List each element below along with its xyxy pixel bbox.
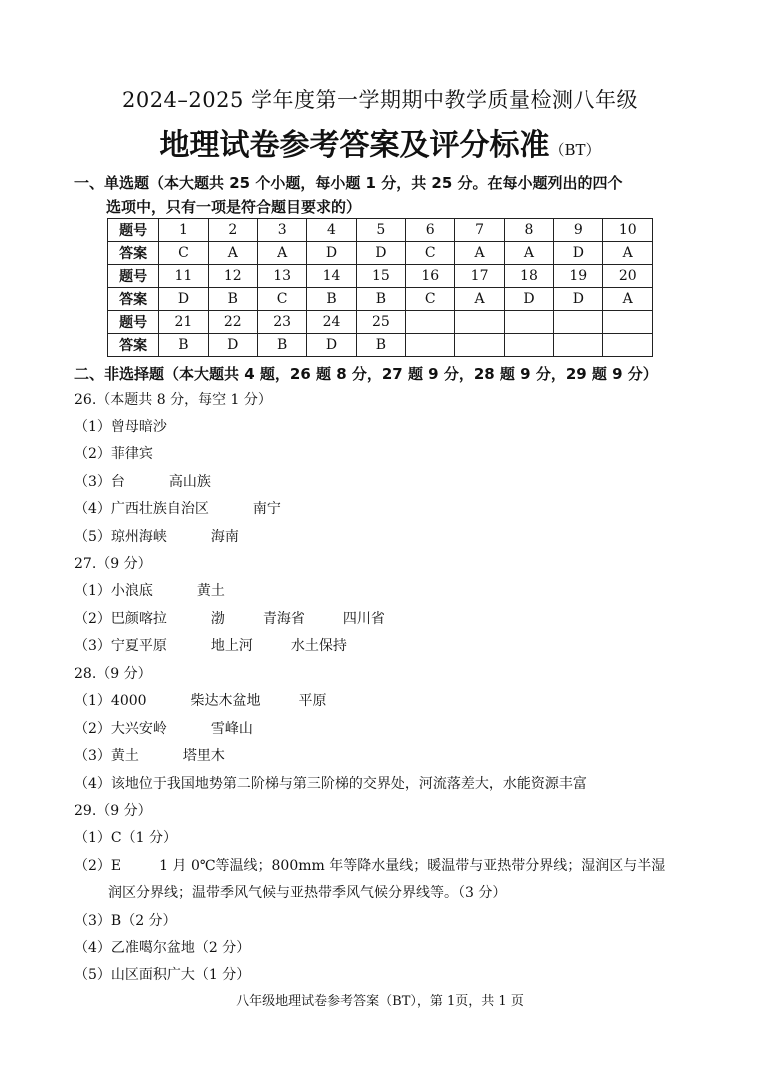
row-header-cell: 答案 [108,242,159,265]
answer-text: 润区分界线；温带季风气候与亚热带季风气候分界线等。（3 分） [108,885,507,901]
answer-line [74,827,177,847]
answer-line [74,910,177,930]
table-cell [554,334,603,357]
doc-title-main: 地理试卷参考答案及评分标准 [159,128,550,163]
table-cell: A [603,242,653,265]
answer-line [74,608,385,628]
table-cell [455,311,504,334]
answer-line [74,663,152,683]
table-cell: 19 [554,265,603,288]
table-cell: C [257,288,306,311]
table-cell: 6 [406,219,455,242]
answer-text: （5）山区面积广大（1 分） [74,967,251,983]
answer-line [74,416,167,436]
table-row [108,311,653,334]
answer-text: 四川省 [342,611,385,627]
answer-line [74,964,250,984]
answer-line [74,389,272,409]
answer-text: （4）广西壮族自治区 [74,501,209,517]
table-row [108,334,653,357]
table-row [108,265,653,288]
table-cell: 20 [603,265,653,288]
answer-text: （3）宁夏平原 [74,638,167,654]
table-cell: B [356,334,405,357]
doc-title-suffix: （BT） [549,141,601,159]
doc-title-line1: 2024–2025 学年度第一学期期中教学质量检测八年级 [121,88,639,112]
table-cell: 21 [159,311,208,334]
answer-text: （4）该地位于我国地势第二阶梯与第三阶梯的交界处，河流落差大，水能资源丰富 [74,776,587,792]
table-cell [455,334,504,357]
answer-text: （2）菲律宾 [74,446,153,462]
answer-line [74,718,253,738]
answer-text: 高山族 [168,474,211,490]
table-cell: 18 [504,265,553,288]
table-cell [603,334,653,357]
answer-text: 渤 [210,611,225,627]
answer-text: 1 月 0℃等温线；800mm 年等降水量线；暖温带与亚热带分界线；湿润区与半湿 [159,858,666,874]
answer-text: 28.（9 分） [74,666,152,682]
answer-line [74,498,281,518]
table-cell: 7 [455,219,504,242]
section1-heading: 一、单选题（本大题共 25 个小题，每小题 1 分，共 25 分。在每小题列出的四个 [74,174,623,192]
doc-title-line2 [0,120,760,164]
table-cell: D [554,242,603,265]
answer-line [74,580,225,600]
table-cell: 9 [554,219,603,242]
table-cell: B [307,288,356,311]
answer-text: （1）小浪底 [74,583,153,599]
answer-line [74,745,225,765]
table-cell: 8 [504,219,553,242]
table-cell: D [356,242,405,265]
table-cell: 3 [257,219,306,242]
answer-line [74,773,587,793]
table-cell: 13 [257,265,306,288]
answer-line [74,690,327,710]
row-header-cell: 题号 [108,311,159,334]
table-cell: 1 [159,219,208,242]
answer-line [74,855,665,875]
answer-line [74,635,347,655]
answer-line [74,800,152,820]
answer-text: （1）C（1 分） [74,830,177,846]
table-cell: 11 [159,265,208,288]
table-cell [406,311,455,334]
answer-text: （1）曾母暗沙 [74,419,167,435]
table-cell [554,311,603,334]
table-cell: 2 [208,219,257,242]
section2-heading: 二、非选择题（本大题共 4 题，26 题 8 分，27 题 9 分，28 题 9 分，29 题 9 分） [74,365,658,383]
table-cell: B [208,288,257,311]
answer-text: 海南 [210,529,239,545]
answer-text: 雪峰山 [210,721,253,737]
answer-text: （3）B（2 分） [74,913,177,929]
table-row [108,242,653,265]
table-cell: B [257,334,306,357]
answer-text: 地上河 [210,638,253,654]
answer-line [74,443,153,463]
table-cell [603,311,653,334]
table-cell: 15 [356,265,405,288]
table-cell: D [307,242,356,265]
table-cell: C [406,288,455,311]
answer-text: （3）黄土 [74,748,139,764]
section1-heading-cont: 选项中，只有一项是符合题目要求的） [106,198,362,216]
table-cell [504,334,553,357]
table-cell: 23 [257,311,306,334]
answer-text: 平原 [298,693,327,709]
answer-line [74,471,211,491]
answer-text: （1）4000 [74,693,147,709]
answer-line [108,882,506,902]
table-cell: 22 [208,311,257,334]
answer-text: 27.（9 分） [74,556,152,572]
table-cell: B [159,334,208,357]
table-cell: 4 [307,219,356,242]
page-footer: 八年级地理试卷参考答案（BT），第 1页，共 1 页 [236,994,524,1009]
table-cell: C [159,242,208,265]
table-row [108,219,653,242]
table-cell: A [603,288,653,311]
row-header-cell: 答案 [108,334,159,357]
table-cell: 24 [307,311,356,334]
table-cell: A [504,242,553,265]
answer-text: （4）乙准噶尔盆地（2 分） [74,940,251,956]
answer-text: （2）巴颜喀拉 [74,611,167,627]
table-cell [406,334,455,357]
table-cell: D [159,288,208,311]
table-cell: D [208,334,257,357]
answer-line [74,526,239,546]
table-cell: D [554,288,603,311]
answer-line [74,553,152,573]
answer-text: 水土保持 [290,638,347,654]
answer-text: （5）琼州海峡 [74,529,167,545]
answer-text: 柴达木盆地 [190,693,261,709]
answer-text: 塔里木 [182,748,225,764]
table-cell: 25 [356,311,405,334]
table-cell: A [208,242,257,265]
table-cell: D [307,334,356,357]
table-cell: 16 [406,265,455,288]
table-cell: D [504,288,553,311]
table-cell: A [257,242,306,265]
answer-text: 29.（9 分） [74,803,152,819]
table-cell: C [406,242,455,265]
table-cell: 12 [208,265,257,288]
table-cell [504,311,553,334]
table-row [108,288,653,311]
table-cell: 10 [603,219,653,242]
table-cell: 17 [455,265,504,288]
answer-text: 南宁 [252,501,281,517]
answer-table [107,218,653,357]
row-header-cell: 题号 [108,265,159,288]
row-header-cell: 答案 [108,288,159,311]
answer-text: 青海省 [262,611,305,627]
table-cell: A [455,288,504,311]
answer-text: 黄土 [196,583,225,599]
table-cell: 14 [307,265,356,288]
answer-text: （2）大兴安岭 [74,721,167,737]
table-cell: A [455,242,504,265]
row-header-cell: 题号 [108,219,159,242]
answer-text: 26.（本题共 8 分，每空 1 分） [74,392,272,408]
table-cell: 5 [356,219,405,242]
answer-line [74,937,250,957]
answer-text: （3）台 [74,474,125,490]
answer-text: （2）E [74,858,122,874]
table-cell: B [356,288,405,311]
